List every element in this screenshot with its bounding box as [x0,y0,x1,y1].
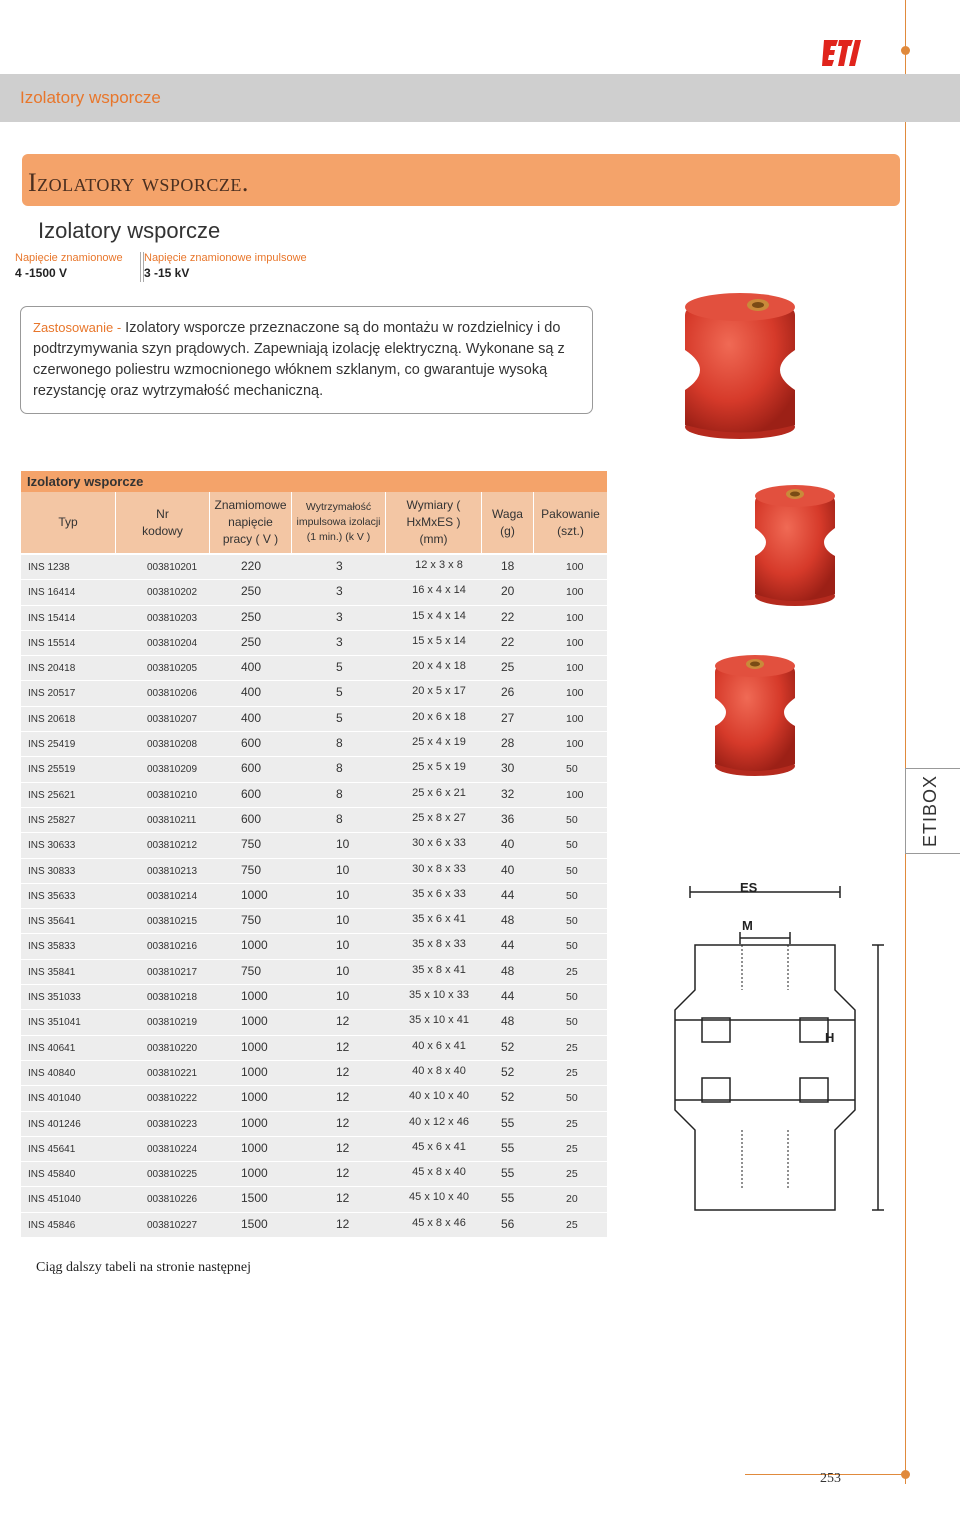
cell-code: 003810224 [147,1143,198,1155]
cell-code: 003810213 [147,865,198,877]
diagram-label-m: M [742,918,753,933]
cell-voltage: 600 [241,736,262,751]
cell-code: 003810202 [147,587,198,599]
cell-packaging: 50 [566,940,578,953]
cell-kv: 3 [336,559,343,573]
cell-code: 003810209 [147,764,198,776]
cell-typ: INS 1238 [28,562,70,573]
table-row [21,681,607,706]
cell-voltage: 750 [241,913,262,928]
cell-kv: 8 [336,736,343,751]
cell-code: 003810215 [147,916,198,928]
cell-voltage: 400 [241,710,262,725]
cell-typ: INS 16414 [28,587,76,599]
cell-code: 003810222 [147,1093,198,1105]
cell-packaging: 25 [566,1117,578,1130]
decorative-rule-lower [905,122,906,768]
cell-typ: INS 35633 [28,890,76,902]
cell-dimensions: 45 x 6 x 41 [412,1140,466,1153]
cell-code: 003810208 [147,739,198,751]
cell-kv: 12 [336,1191,350,1206]
cell-packaging: 100 [566,788,584,801]
cell-packaging: 25 [566,1218,578,1231]
cell-typ: INS 30833 [28,865,76,877]
header-packaging: Pakowanie (szt.) [541,506,600,538]
cell-typ: INS 30633 [28,840,76,852]
table-row [21,1137,607,1162]
cell-typ: INS 25419 [28,739,76,751]
cell-packaging: 100 [566,738,584,751]
cell-typ: INS 20418 [28,663,76,675]
cell-voltage: 1000 [241,938,268,953]
cell-voltage: 220 [241,559,262,573]
cell-weight: 40 [501,862,515,877]
cell-dimensions: 30 x 6 x 33 [412,837,466,850]
table-row [21,631,607,656]
description-box [20,306,593,414]
cell-packaging: 50 [566,813,578,826]
page-title: Izolatory wsporcze. [28,168,249,197]
cell-weight: 52 [501,1064,515,1079]
cell-packaging: 25 [566,1041,578,1054]
decorative-dot-top [901,46,910,55]
decorative-rule-top [905,0,906,74]
spec-impulse-voltage [140,252,307,282]
table-title: Izolatory wsporcze [27,474,144,489]
cell-code: 003810226 [147,1194,198,1206]
cell-dimensions: 40 x 8 x 40 [412,1064,466,1077]
cell-typ: INS 45846 [28,1219,76,1231]
cell-typ: INS 401246 [28,1118,81,1130]
cell-kv: 3 [336,634,343,649]
side-tab-label: ETIBOX [920,774,940,847]
cell-weight: 55 [501,1115,515,1130]
table-title-bar [21,471,607,492]
cell-dimensions: 25 x 6 x 21 [412,786,466,799]
cell-weight: 27 [501,710,515,725]
cell-voltage: 1000 [241,887,268,902]
cell-typ: INS 351041 [28,1017,81,1029]
cell-weight: 26 [501,685,515,700]
table-row [21,808,607,833]
cell-code: 003810223 [147,1118,198,1130]
header-typ: Typ [21,492,116,553]
spec-label: Napięcie znamionowe [15,252,123,264]
cell-weight: 25 [501,660,515,675]
cell-dimensions: 20 x 6 x 18 [412,710,466,723]
description-text: Izolatory wsporcze przeznaczone są do montażu w rozdzielnicy i do podtrzymywania szyn prądowych. Zapewniają izolację elektryczną. Wykonane są z czerwonego poliestru wzmocnionego włóknem szklanym, co gwarantuje wysoką rezystancję oraz wytrzymałość mechaniczną. [33,320,565,399]
cell-weight: 55 [501,1191,515,1206]
table-row [21,985,607,1010]
cell-code: 003810220 [147,1042,198,1054]
cell-dimensions: 20 x 4 x 18 [412,660,466,673]
cell-dimensions: 45 x 10 x 40 [409,1191,469,1204]
cell-packaging: 50 [566,915,578,928]
cell-weight: 32 [501,786,515,801]
cell-voltage: 400 [241,660,262,675]
cell-typ: INS 35841 [28,966,76,978]
cell-typ: INS 25621 [28,789,76,801]
cell-typ: INS 35833 [28,941,76,953]
cell-packaging: 50 [566,864,578,877]
cell-voltage: 1000 [241,1039,268,1054]
cell-dimensions: 25 x 5 x 19 [412,761,466,774]
cell-code: 003810225 [147,1169,198,1181]
cell-code: 003810227 [147,1219,198,1231]
cell-voltage: 600 [241,761,262,776]
continued-note: Ciąg dalszy tabeli na stronie następnej [36,1260,251,1275]
cell-code: 003810216 [147,941,198,953]
cell-code: 003810221 [147,1067,198,1079]
description-lead: Zastosowanie - [33,320,122,335]
cell-typ: INS 20517 [28,688,76,700]
dimension-diagram [660,850,910,1250]
cell-typ: INS 45641 [28,1143,76,1155]
table-row [21,884,607,909]
diagram-label-es: ES [740,880,758,895]
cell-voltage: 250 [241,634,262,649]
cell-dimensions: 45 x 8 x 46 [412,1216,466,1229]
cell-weight: 52 [501,1039,515,1054]
cell-kv: 12 [336,1140,350,1155]
cell-weight: 44 [501,938,515,953]
table-row [21,757,607,782]
cell-typ: INS 35641 [28,916,76,928]
cell-code: 003810210 [147,789,198,801]
cell-kv: 8 [336,811,343,826]
cell-voltage: 1000 [241,1090,268,1105]
table-row [21,1086,607,1111]
cell-packaging: 100 [566,611,584,624]
insulator-photo-large [660,275,820,445]
cell-weight: 55 [501,1166,515,1181]
cell-packaging: 50 [566,763,578,776]
table-row [21,656,607,681]
cell-voltage: 1000 [241,989,268,1004]
cell-packaging: 25 [566,1066,578,1079]
cell-dimensions: 35 x 8 x 33 [412,938,466,951]
insulator-table [21,471,607,1243]
cell-code: 003810203 [147,612,198,624]
table-row [21,1036,607,1061]
cell-voltage: 1000 [241,1115,268,1130]
cell-code: 003810204 [147,637,198,649]
cell-kv: 8 [336,761,343,776]
cell-voltage: 750 [241,963,262,978]
cell-typ: INS 20618 [28,713,76,725]
cell-code: 003810214 [147,890,198,902]
table-row [21,960,607,985]
cell-kv: 12 [336,1039,350,1054]
cell-kv: 10 [336,963,350,978]
cell-weight: 40 [501,837,515,852]
section-label: Izolatory wsporcze [20,88,161,107]
cell-dimensions: 30 x 8 x 33 [412,862,466,875]
table-row [21,555,607,580]
cell-dimensions: 25 x 8 x 27 [412,811,466,824]
table-row [21,1213,607,1238]
cell-dimensions: 12 x 3 x 8 [415,559,463,571]
cell-weight: 48 [501,963,515,978]
table-row [21,859,607,884]
cell-packaging: 25 [566,1168,578,1181]
cell-typ: INS 40840 [28,1067,76,1079]
cell-typ: INS 45840 [28,1169,76,1181]
cell-typ: INS 451040 [28,1194,81,1206]
cell-kv: 10 [336,862,350,877]
title-bar [22,154,900,206]
cell-kv: 3 [336,584,343,599]
cell-typ: INS 25519 [28,764,76,776]
cell-kv: 8 [336,786,343,801]
cell-kv: 12 [336,1166,350,1181]
insulator-photo-medium [740,470,850,610]
table-row [21,833,607,858]
cell-kv: 12 [336,1216,350,1231]
cell-weight: 48 [501,1014,515,1029]
cell-packaging: 100 [566,712,584,725]
cell-kv: 10 [336,887,350,902]
table-body [21,555,607,1238]
insulator-photo-small [700,640,810,780]
table-row [21,909,607,934]
cell-typ: INS 25827 [28,814,76,826]
cell-dimensions: 45 x 8 x 40 [412,1166,466,1179]
cell-voltage: 1000 [241,1140,268,1155]
table-row [21,707,607,732]
table-row [21,1010,607,1035]
cell-packaging: 100 [566,586,584,599]
cell-dimensions: 40 x 12 x 46 [409,1115,469,1128]
cell-kv: 12 [336,1014,350,1029]
cell-kv: 10 [336,837,350,852]
table-row [21,1112,607,1137]
table-header-row [21,492,607,553]
cell-packaging: 25 [566,1142,578,1155]
cell-packaging: 100 [566,662,584,675]
cell-voltage: 400 [241,685,262,700]
cell-dimensions: 35 x 10 x 33 [409,989,469,1002]
cell-dimensions: 25 x 4 x 19 [412,736,466,749]
cell-packaging: 50 [566,889,578,902]
cell-voltage: 600 [241,786,262,801]
cell-code: 003810219 [147,1017,198,1029]
cell-dimensions: 35 x 8 x 41 [412,963,466,976]
table-row [21,1187,607,1212]
spec-value: 3 -15 kV [144,266,190,280]
cell-typ: INS 15414 [28,612,76,624]
cell-weight: 44 [501,989,515,1004]
cell-weight: 56 [501,1216,515,1231]
section-header-band [0,74,960,122]
cell-code: 003810212 [147,840,198,852]
cell-code: 003810217 [147,966,198,978]
cell-dimensions: 35 x 10 x 41 [409,1014,469,1027]
cell-kv: 12 [336,1115,350,1130]
spec-rated-voltage [15,252,144,282]
product-subtitle: Izolatory wsporcze [38,218,221,243]
cell-kv: 5 [336,660,343,675]
table-row [21,732,607,757]
cell-typ: INS 40641 [28,1042,76,1054]
cell-voltage: 1500 [241,1216,268,1231]
cell-code: 003810205 [147,663,198,675]
cell-weight: 30 [501,761,515,776]
cell-dimensions: 15 x 4 x 14 [412,609,466,622]
cell-code: 003810201 [147,562,198,573]
cell-dimensions: 15 x 5 x 14 [412,634,466,647]
cell-voltage: 1000 [241,1014,268,1029]
header-voltage: Znamiomowe napięcie pracy ( V ) [210,492,292,553]
cell-voltage: 1000 [241,1166,268,1181]
cell-dimensions: 40 x 6 x 41 [412,1039,466,1052]
cell-weight: 22 [501,634,515,649]
cell-voltage: 750 [241,837,262,852]
diagram-label-h: H [825,1030,835,1045]
header-dimensions: Wymiary ( HxMxES ) (mm) [386,492,482,553]
cell-weight: 55 [501,1140,515,1155]
table-row [21,580,607,605]
cell-code: 003810211 [147,814,197,826]
cell-kv: 3 [336,609,343,624]
cell-packaging: 50 [566,1016,578,1029]
cell-packaging: 50 [566,991,578,1004]
table-row [21,1162,607,1187]
cell-kv: 10 [336,989,350,1004]
cell-weight: 20 [501,584,515,599]
cell-voltage: 600 [241,811,262,826]
table-row [21,783,607,808]
cell-packaging: 25 [566,965,578,978]
cell-packaging: 50 [566,839,578,852]
header-nr-kodowy: Nr kodowy [116,492,210,553]
cell-typ: INS 15514 [28,637,76,649]
cell-dimensions: 35 x 6 x 41 [412,913,466,926]
cell-dimensions: 16 x 4 x 14 [412,584,466,597]
header-impulse-kv: Wytrzymałość impulsowa izolacji (1 min.) (k V ) [292,492,386,553]
cell-weight: 48 [501,913,515,928]
cell-code: 003810207 [147,713,198,725]
cell-kv: 5 [336,685,343,700]
cell-dimensions: 20 x 5 x 17 [412,685,466,698]
eti-logo [822,36,866,70]
cell-voltage: 1000 [241,1064,268,1079]
cell-kv: 10 [336,938,350,953]
page-number: 253 [820,1471,841,1486]
cell-weight: 52 [501,1090,515,1105]
cell-voltage: 750 [241,862,262,877]
cell-packaging: 100 [566,636,584,649]
cell-code: 003810218 [147,992,198,1004]
cell-kv: 12 [336,1090,350,1105]
cell-packaging: 100 [566,687,584,700]
cell-voltage: 1500 [241,1191,268,1206]
cell-dimensions: 35 x 6 x 33 [412,887,466,900]
cell-typ: INS 351033 [28,992,81,1004]
cell-packaging: 50 [566,1092,578,1105]
cell-weight: 44 [501,887,515,902]
header-weight: Waga (g) [482,492,534,553]
cell-weight: 18 [501,559,515,573]
cell-voltage: 250 [241,609,262,624]
cell-kv: 5 [336,710,343,725]
cell-code: 003810206 [147,688,198,700]
table-row [21,1061,607,1086]
cell-weight: 28 [501,736,515,751]
cell-kv: 12 [336,1064,350,1079]
cell-weight: 22 [501,609,515,624]
table-row [21,934,607,959]
spec-value: 4 -1500 V [15,266,68,280]
spec-label: Napięcie znamionowe impulsowe [144,252,307,264]
etibox-side-tab[interactable] [905,768,960,854]
cell-packaging: 20 [566,1193,578,1206]
cell-packaging: 100 [566,561,584,573]
cell-voltage: 250 [241,584,262,599]
cell-dimensions: 40 x 10 x 40 [409,1090,469,1103]
cell-kv: 10 [336,913,350,928]
cell-typ: INS 401040 [28,1093,81,1105]
table-row [21,606,607,631]
cell-weight: 36 [501,811,515,826]
